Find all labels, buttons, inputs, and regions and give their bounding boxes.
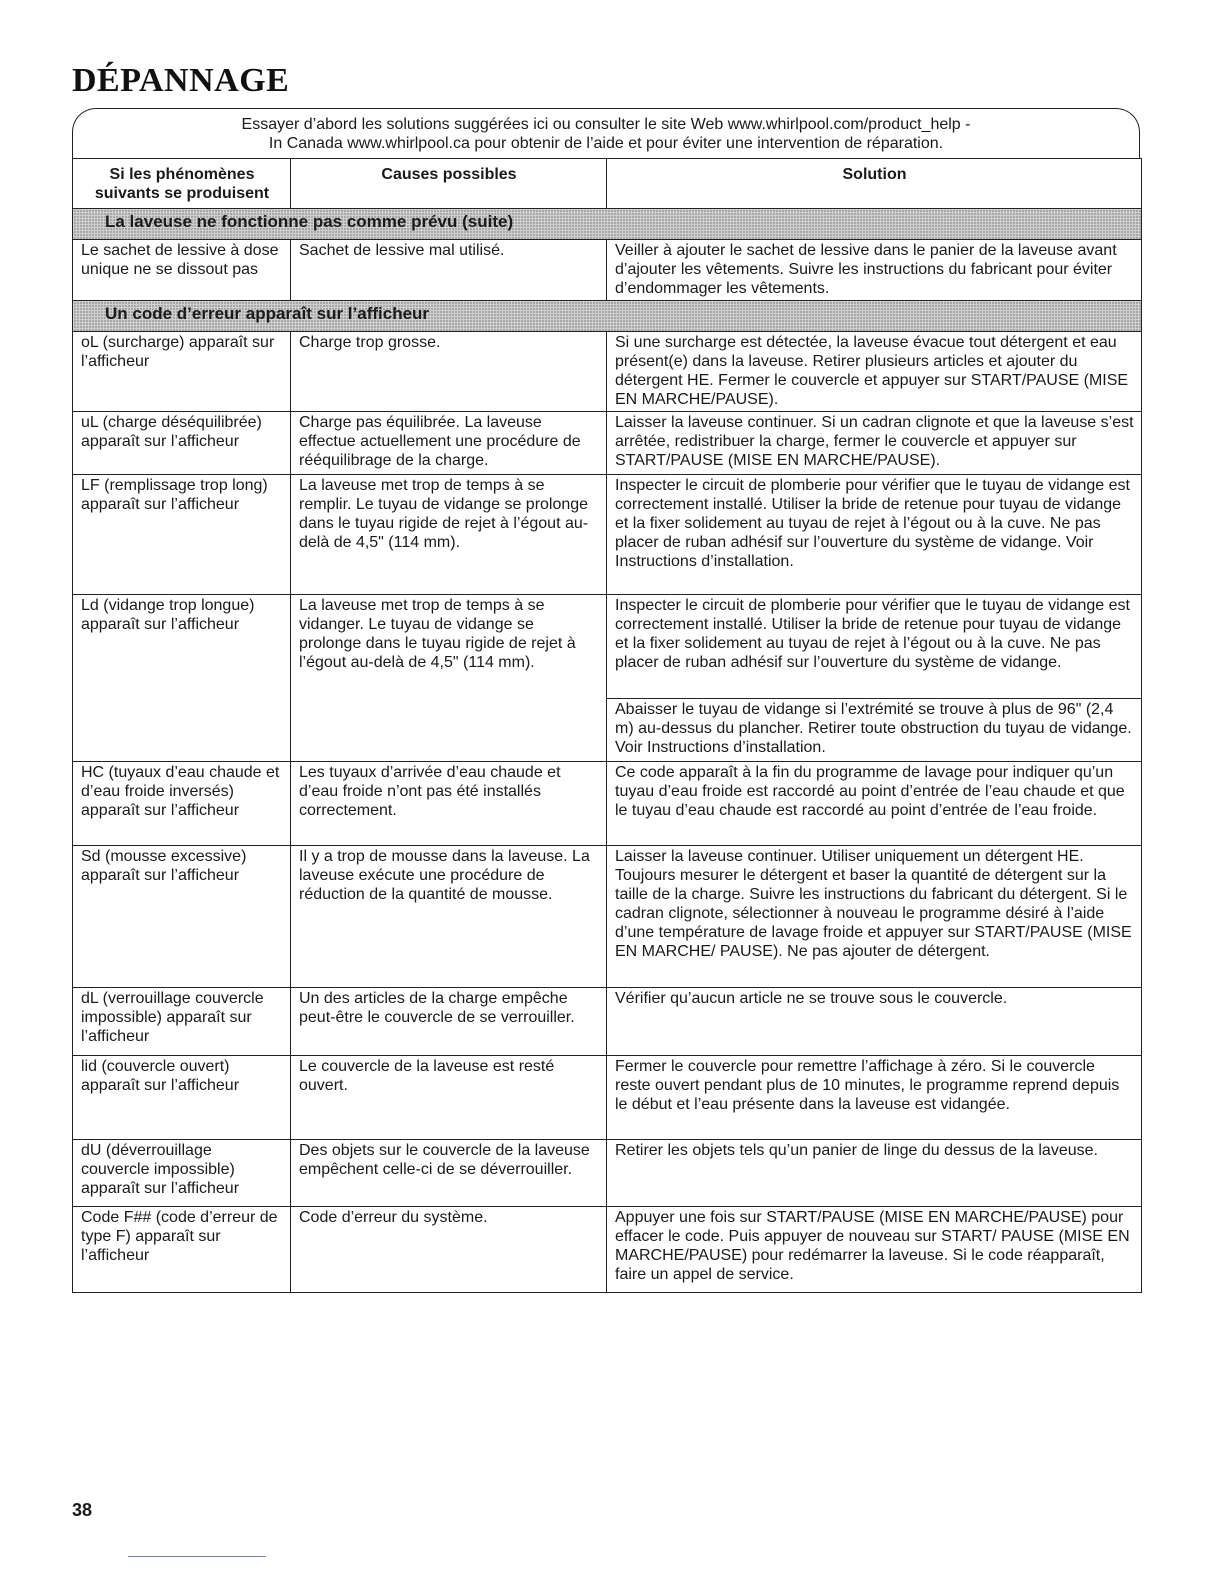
solution-cell: Vérifier qu’aucun article ne se trouve sous le couvercle. <box>607 988 1142 1056</box>
cause-cell: La laveuse met trop de temps à se remplir. Le tuyau de vidange se prolonge dans le tuyau rigide de rejet à l’égout au-delà de 4,5" (114 mm). <box>291 475 607 595</box>
table-row <box>73 240 1142 301</box>
symptom-header: Si les phénomènes suivants se produisent <box>73 159 291 209</box>
table-row <box>73 412 1142 475</box>
symptom-cell: Ld (vidange trop longue) apparaît sur l’afficheur <box>73 595 291 762</box>
cause-cell: Il y a trop de mousse dans la laveuse. La laveuse exécute une procédure de réduction de la quantité de mousse. <box>291 846 607 988</box>
intro-line-2: In Canada www.whirlpool.ca pour obtenir de l’aide et pour éviter une intervention de réparation. <box>268 135 944 152</box>
cause-cell: Charge trop grosse. <box>291 332 607 412</box>
cause-cell: Charge pas équilibrée. La laveuse effectue actuellement une procédure de rééquilibrage de la charge. <box>291 412 607 475</box>
symptom-cell: Code F## (code d’erreur de type F) apparaît sur l’afficheur <box>73 1207 291 1293</box>
cause-cell: La laveuse met trop de temps à se vidanger. Le tuyau de vidange se prolonge dans le tuyau rigide de rejet à l’égout au-delà de 4,5" (114 mm). <box>291 595 607 762</box>
solution-cell: Inspecter le circuit de plomberie pour vérifier que le tuyau de vidange est correctement installé. Utiliser la bride de retenue pour tuyau de vidange et la fixer solidement au tuyau de rejet à l’égout ou à la cuve. Ne pas placer de ruban adhésif sur l’ouverture du système de vidange. Voir Instructions d’installation. <box>607 475 1142 595</box>
solution-cell: Inspecter le circuit de plomberie pour vérifier que le tuyau de vidange est correctement installé. Utiliser la bride de retenue pour tuyau de vidange et la fixer solidement au tuyau de rejet à l’égout ou à la cuve. Ne pas placer de ruban adhésif sur l’ouverture du système de vidange. <box>607 595 1142 699</box>
intro-line-1: Essayer d’abord les solutions suggérées ici ou consulter le site Web www.whirlpool.com/product_help - <box>241 116 971 133</box>
table-row <box>73 846 1142 988</box>
table-row <box>73 475 1142 595</box>
cause-cell: Sachet de lessive mal utilisé. <box>291 240 607 301</box>
symptom-cell: Le sachet de lessive à dose unique ne se dissout pas <box>73 240 291 301</box>
section-title: Un code d’erreur apparaît sur l’afficheur <box>73 301 1142 332</box>
symptom-cell: Sd (mousse excessive) apparaît sur l’afficheur <box>73 846 291 988</box>
solution-header: Solution <box>607 159 1142 209</box>
cause-cell: Le couvercle de la laveuse est resté ouvert. <box>291 1056 607 1140</box>
solution-cell: Ce code apparaît à la fin du programme de lavage pour indiquer qu’un tuyau d’eau froide est raccordé au point d’entrée de l’eau chaude et que le tuyau d’eau chaude est raccordé au point d’entrée de l’eau froide. <box>607 762 1142 846</box>
solution-cell: Laisser la laveuse continuer. Utiliser uniquement un détergent HE. Toujours mesurer le détergent et baser la quantité de détergent sur la taille de la charge. Suivre les instructions du fabricant du détergent. Si le cadran clignote, sélectionner à nouveau le programme désiré à l’aide d’une température de lavage froide et appuyer sur START/PAUSE (MISE EN MARCHE/ PAUSE). Ne pas ajouter de détergent. <box>607 846 1142 988</box>
section-header <box>73 301 1142 332</box>
symptom-cell: lid (couvercle ouvert) apparaît sur l’afficheur <box>73 1056 291 1140</box>
table-row <box>73 1056 1142 1140</box>
cause-header: Causes possibles <box>291 159 607 209</box>
solution-cell: Laisser la laveuse continuer. Si un cadran clignote et que la laveuse s’est arrêtée, redistribuer la charge, fermer le couvercle et appuyer sur START/PAUSE (MISE EN MARCHE/PAUSE). <box>607 412 1142 475</box>
section-title: La laveuse ne fonctionne pas comme prévu (suite) <box>73 209 1142 240</box>
cause-cell: Des objets sur le couvercle de la laveuse empêchent celle-ci de se déverrouiller. <box>291 1140 607 1207</box>
symptom-cell: dL (verrouillage couvercle impossible) apparaît sur l’afficheur <box>73 988 291 1056</box>
table-row <box>73 762 1142 846</box>
symptom-cell: HC (tuyaux d’eau chaude et d’eau froide inversés) apparaît sur l’afficheur <box>73 762 291 846</box>
page-title: DÉPANNAGE <box>72 62 290 99</box>
symptom-cell: dU (déverrouillage couvercle impossible) apparaît sur l’afficheur <box>73 1140 291 1207</box>
solution-cell: Veiller à ajouter le sachet de lessive dans le panier de la laveuse avant d’ajouter les vêtements. Suivre les instructions du fabricant pour éviter d’endommager les vêtements. <box>607 240 1142 301</box>
solution-cell: Appuyer une fois sur START/PAUSE (MISE EN MARCHE/PAUSE) pour effacer le code. Puis appuyer de nouveau sur START/ PAUSE (MISE EN MARCHE/PAUSE) pour redémarrer la laveuse. Si le code réapparaît, faire un appel de service. <box>607 1207 1142 1293</box>
table-row <box>73 1207 1142 1293</box>
symptom-cell: LF (remplissage trop long) apparaît sur l’afficheur <box>73 475 291 595</box>
page-number: 38 <box>72 1500 93 1520</box>
symptom-cell: uL (charge déséquilibrée) apparaît sur l’afficheur <box>73 412 291 475</box>
troubleshooting-table <box>72 158 1142 1293</box>
table-row <box>73 332 1142 412</box>
table-row <box>73 1140 1142 1207</box>
cause-cell: Code d’erreur du système. <box>291 1207 607 1293</box>
table-header-row <box>73 159 1142 209</box>
cause-cell: Les tuyaux d’arrivée d’eau chaude et d’eau froide n’ont pas été installés correctement. <box>291 762 607 846</box>
section-header <box>73 209 1142 240</box>
table-row <box>73 988 1142 1056</box>
cause-cell: Un des articles de la charge empêche peut-être le couvercle de se verrouiller. <box>291 988 607 1056</box>
intro-box <box>72 108 1140 158</box>
footer-divider <box>128 1556 266 1557</box>
solution-cell: Fermer le couvercle pour remettre l’affichage à zéro. Si le couvercle reste ouvert pendant plus de 10 minutes, le programme reprend depuis le début et l’eau présente dans la laveuse est vidangée. <box>607 1056 1142 1140</box>
solution-cell-extra: Abaisser le tuyau de vidange si l’extrémité se trouve à plus de 96" (2,4 m) au-dessus du plancher. Retirer toute obstruction du tuyau de vidange. Voir Instructions d’installation. <box>607 699 1142 762</box>
solution-cell: Retirer les objets tels qu’un panier de linge du dessus de la laveuse. <box>607 1140 1142 1207</box>
solution-cell: Si une surcharge est détectée, la laveuse évacue tout détergent et eau présent(e) dans la laveuse. Retirer plusieurs articles et ajouter du détergent HE. Fermer le couvercle et appuyer sur START/PAUSE (MISE EN MARCHE/PAUSE). <box>607 332 1142 412</box>
table-row <box>73 595 1142 699</box>
symptom-cell: oL (surcharge) apparaît sur l’afficheur <box>73 332 291 412</box>
